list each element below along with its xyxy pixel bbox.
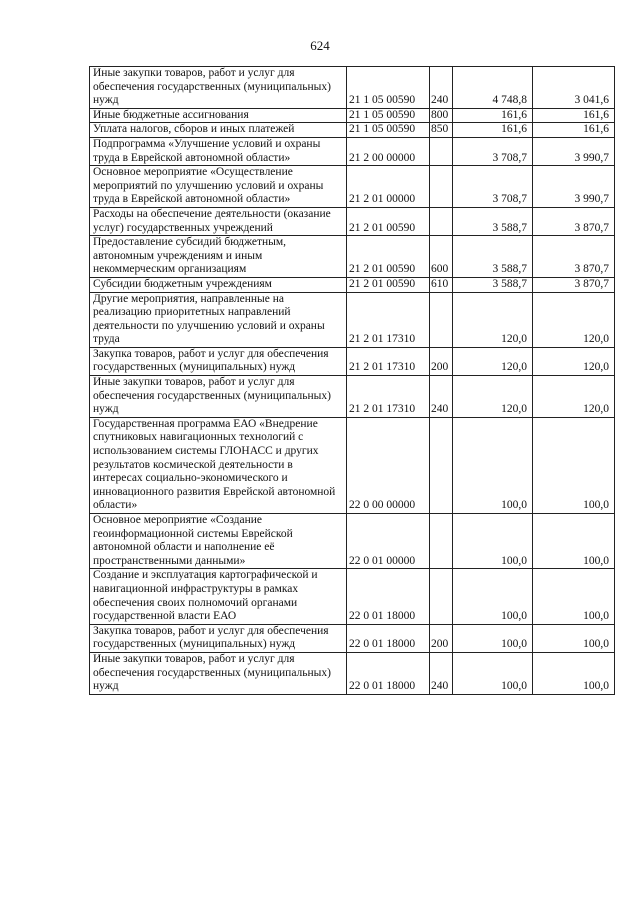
- row-name-cell: Закупка товаров, работ и услуг для обеспечения государственных (муниципальных) нужд: [90, 624, 347, 652]
- amount-year-1-cell: 100,0: [453, 417, 533, 513]
- table-row: [90, 347, 615, 375]
- expense-type-cell: 800: [430, 108, 453, 123]
- table-row: [90, 514, 615, 569]
- amount-year-1-cell: 161,6: [453, 123, 533, 138]
- target-article-code-cell: 22 0 01 18000: [347, 652, 430, 694]
- expense-type-cell: 610: [430, 277, 453, 292]
- table-row: [90, 207, 615, 235]
- amount-year-2-cell: 3 041,6: [533, 67, 615, 109]
- target-article-code-cell: 21 2 01 00590: [347, 207, 430, 235]
- table-row: [90, 376, 615, 418]
- amount-year-2-cell: 100,0: [533, 569, 615, 624]
- expense-type-cell: 200: [430, 624, 453, 652]
- row-name-cell: Другие мероприятия, направленные на реализацию приоритетных направлений деятельности по улучшению условий и охраны труда: [90, 292, 347, 347]
- amount-year-2-cell: 3 990,7: [533, 137, 615, 165]
- table-row: [90, 236, 615, 278]
- budget-table: [89, 66, 615, 695]
- amount-year-1-cell: 3 588,7: [453, 207, 533, 235]
- target-article-code-cell: 21 2 01 17310: [347, 376, 430, 418]
- table-row: [90, 569, 615, 624]
- amount-year-1-cell: 120,0: [453, 347, 533, 375]
- row-name-cell: Основное мероприятие «Осуществление мероприятий по улучшению условий и охраны труда в Еврейской автономной области»: [90, 166, 347, 208]
- amount-year-1-cell: 100,0: [453, 652, 533, 694]
- row-name-cell: Субсидии бюджетным учреждениям: [90, 277, 347, 292]
- target-article-code-cell: 22 0 01 18000: [347, 624, 430, 652]
- target-article-code-cell: 21 2 01 00000: [347, 166, 430, 208]
- row-name-cell: Государственная программа ЕАО «Внедрение спутниковых навигационных технологий с использованием системы ГЛОНАСС и других результатов космической деятельности в интересах социально-экономического и инновационного развития Еврейской автономной области»: [90, 417, 347, 513]
- expense-type-cell: 240: [430, 376, 453, 418]
- amount-year-2-cell: 161,6: [533, 108, 615, 123]
- row-name-cell: Подпрограмма «Улучшение условий и охраны труда в Еврейской автономной области»: [90, 137, 347, 165]
- row-name-cell: Иные закупки товаров, работ и услуг для обеспечения государственных (муниципальных) нужд: [90, 652, 347, 694]
- table-row: [90, 67, 615, 109]
- row-name-cell: Расходы на обеспечение деятельности (оказание услуг) государственных учреждений: [90, 207, 347, 235]
- amount-year-1-cell: 3 588,7: [453, 236, 533, 278]
- row-name-cell: Уплата налогов, сборов и иных платежей: [90, 123, 347, 138]
- expense-type-cell: 850: [430, 123, 453, 138]
- amount-year-2-cell: 100,0: [533, 652, 615, 694]
- table-row: [90, 652, 615, 694]
- row-name-cell: Закупка товаров, работ и услуг для обеспечения государственных (муниципальных) нужд: [90, 347, 347, 375]
- target-article-code-cell: 22 0 00 00000: [347, 417, 430, 513]
- target-article-code-cell: 21 2 01 00590: [347, 236, 430, 278]
- amount-year-1-cell: 120,0: [453, 292, 533, 347]
- amount-year-1-cell: 120,0: [453, 376, 533, 418]
- table-row: [90, 108, 615, 123]
- amount-year-1-cell: 100,0: [453, 569, 533, 624]
- amount-year-1-cell: 4 748,8: [453, 67, 533, 109]
- target-article-code-cell: 21 2 01 00590: [347, 277, 430, 292]
- amount-year-2-cell: 3 870,7: [533, 236, 615, 278]
- amount-year-1-cell: 161,6: [453, 108, 533, 123]
- amount-year-2-cell: 100,0: [533, 624, 615, 652]
- expense-type-cell: 240: [430, 67, 453, 109]
- expense-type-cell: [430, 166, 453, 208]
- expense-type-cell: [430, 137, 453, 165]
- amount-year-2-cell: 100,0: [533, 417, 615, 513]
- amount-year-2-cell: 3 870,7: [533, 207, 615, 235]
- amount-year-1-cell: 100,0: [453, 514, 533, 569]
- target-article-code-cell: 22 0 01 18000: [347, 569, 430, 624]
- amount-year-2-cell: 3 870,7: [533, 277, 615, 292]
- amount-year-2-cell: 100,0: [533, 514, 615, 569]
- target-article-code-cell: 21 2 01 17310: [347, 347, 430, 375]
- expense-type-cell: [430, 569, 453, 624]
- table-row: [90, 137, 615, 165]
- table-row: [90, 417, 615, 513]
- amount-year-1-cell: 3 708,7: [453, 166, 533, 208]
- row-name-cell: Создание и эксплуатация картографической и навигационной инфраструктуры в рамках обеспечения своих полномочий органами государственной власти ЕАО: [90, 569, 347, 624]
- target-article-code-cell: 21 1 05 00590: [347, 67, 430, 109]
- amount-year-2-cell: 120,0: [533, 347, 615, 375]
- table-body: [90, 67, 615, 695]
- row-name-cell: Иные закупки товаров, работ и услуг для обеспечения государственных (муниципальных) нужд: [90, 67, 347, 109]
- table-row: [90, 624, 615, 652]
- amount-year-2-cell: 120,0: [533, 376, 615, 418]
- amount-year-1-cell: 3 708,7: [453, 137, 533, 165]
- page-number: 624: [310, 38, 330, 53]
- table-row: [90, 277, 615, 292]
- target-article-code-cell: 21 1 05 00590: [347, 108, 430, 123]
- expense-type-cell: [430, 514, 453, 569]
- row-name-cell: Иные закупки товаров, работ и услуг для обеспечения государственных (муниципальных) нужд: [90, 376, 347, 418]
- target-article-code-cell: 21 1 05 00590: [347, 123, 430, 138]
- target-article-code-cell: 22 0 01 00000: [347, 514, 430, 569]
- table-row: [90, 292, 615, 347]
- amount-year-1-cell: 100,0: [453, 624, 533, 652]
- amount-year-1-cell: 3 588,7: [453, 277, 533, 292]
- row-name-cell: Иные бюджетные ассигнования: [90, 108, 347, 123]
- expense-type-cell: [430, 292, 453, 347]
- target-article-code-cell: 21 2 01 17310: [347, 292, 430, 347]
- row-name-cell: Предоставление субсидий бюджетным, автономным учреждениям и иным некоммерческим организациям: [90, 236, 347, 278]
- target-article-code-cell: 21 2 00 00000: [347, 137, 430, 165]
- row-name-cell: Основное мероприятие «Создание геоинформационной системы Еврейской автономной области и наполнение её пространственными данными»: [90, 514, 347, 569]
- amount-year-2-cell: 120,0: [533, 292, 615, 347]
- expense-type-cell: [430, 207, 453, 235]
- expense-type-cell: 600: [430, 236, 453, 278]
- amount-year-2-cell: 3 990,7: [533, 166, 615, 208]
- expense-type-cell: 240: [430, 652, 453, 694]
- table-row: [90, 166, 615, 208]
- amount-year-2-cell: 161,6: [533, 123, 615, 138]
- expense-type-cell: 200: [430, 347, 453, 375]
- table-row: [90, 123, 615, 138]
- expense-type-cell: [430, 417, 453, 513]
